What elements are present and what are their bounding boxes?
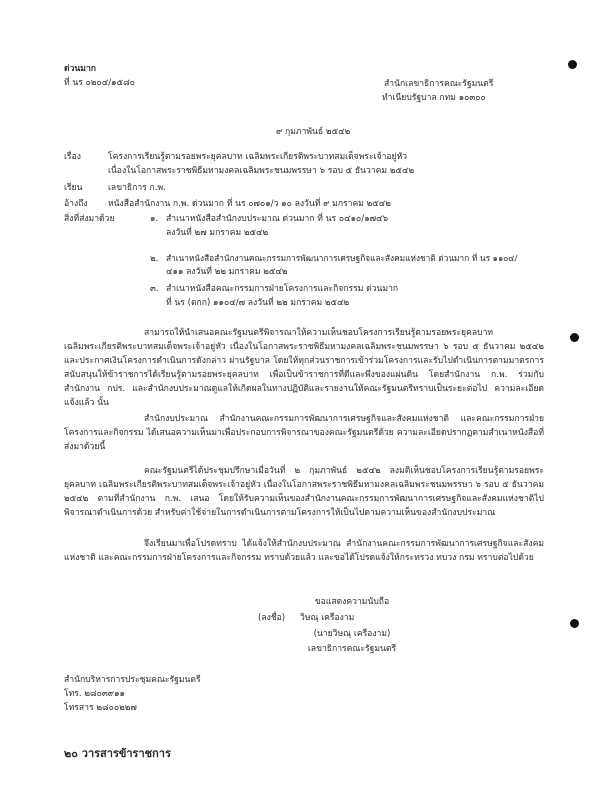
subject-label: เรื่อง: [64, 152, 81, 162]
classification-label: ด่วนมาก: [64, 64, 96, 74]
subject-line-1: โครงการเรียนรู้ตามรอยพระยุคลบาท เฉลิมพระเกียรติพระบาทสมเด็จพระเจ้าอยู่หัว: [108, 152, 408, 162]
enclosure-line: สำเนาหนังสือสำนักงานคณะกรรมการพัฒนาการเศรษฐกิจและสังคมแห่งชาติ ด่วนมาก ที่ นร ๑๑๐๔/: [166, 253, 518, 263]
issuing-division: สำนักบริหารการประชุมคณะรัฐมนตรี: [64, 675, 201, 685]
to-block: [64, 182, 166, 195]
enclosure-number: ๒.: [150, 254, 159, 264]
punch-hole-bottom: [570, 619, 579, 628]
punch-hole-middle: [570, 333, 579, 342]
punch-hole-top: [568, 60, 577, 69]
document-number: ที่ นร ๐๒๐๔/๑๕๘๐: [64, 78, 136, 88]
to-label: เรียน: [64, 183, 83, 193]
reference-block: [64, 198, 391, 211]
to-value: เลขาธิการ ก.พ.: [108, 183, 166, 193]
enclosures-label: สิ่งที่ส่งมาด้วย: [64, 214, 115, 224]
page-footer: ๒๐ วารสารข้าราชการ: [64, 747, 171, 760]
enclosure-item: [150, 283, 398, 296]
enclosure-line: ที่ นร (ตกก) ๑๑๐๔/๗ ลงวันที่ ๒๒ มกราคม ๒๕๔๒: [166, 298, 350, 308]
signed-name: วิษณุ เครืองาม: [300, 613, 355, 623]
enclosure-item: [150, 252, 517, 266]
signed-label: (ลงชื่อ): [258, 613, 286, 623]
office-name: สำนักเลขาธิการคณะรัฐมนตรี: [384, 79, 494, 89]
enclosure-number: ๓.: [150, 284, 159, 294]
body-paragraph: จึงเรียนมาเพื่อโปรดทราบ ได้แจ้งให้สำนักงบประมาณ สำนักงานคณะกรรมการพัฒนาการเศรษฐกิจและสังคมแห่งชาติ และคณะกรรมการฝ่ายโครงการและกิจกรรม ทราบด้วยแล้ว และขอได้โปรดแจ้งให้กระทรวง ทบวง กรม ทราบต่อไปด้วย: [64, 539, 544, 563]
enclosure-line: ลงวันที่ ๒๗ มกราคม ๒๕๔๒: [166, 228, 269, 238]
fax: โทรสาร ๒๘๐๐๒๒๗: [64, 703, 137, 713]
enclosure-line: สำเนาหนังสือคณะกรรมการฝ่ายโครงการและกิจกรรม ด่วนมาก: [166, 284, 399, 294]
printed-name: (นายวิษณุ เครืองาม): [313, 629, 391, 639]
subject-block: [64, 151, 407, 164]
reference-label: อ้างถึง: [64, 199, 88, 209]
enclosure-line: สำเนาหนังสือสำนักงบประมาณ ด่วนมาก ที่ นร ๐๔๑๐/๑๗๔๖: [166, 214, 389, 224]
document-date: ๙ กุมภาพันธ์ ๒๕๔๒: [276, 127, 351, 137]
body-paragraph: สามารถให้นำเสนอคณะรัฐมนตรีพิจารณาให้ความเห็นชอบโครงการเรียนรู้ตามรอยพระยุคลบาท เฉลิมพระเกียรติพระบาทสมเด็จพระเจ้าอยู่หัว เนื่องในโอกาสพระราชพิธีมหามงคลเฉลิมพระชนมพรรษา ๖ รอบ ๕ ธันวาคม ๒๕๔๒ และประกาศเงินโครงการดำเนินการดังกล่าว ผ่านรัฐบาล โดยให้ทุกส่วนราชการเข้าร่วมโครงการและรับไปดำเนินการตามมาตรการสนับสนุนให้ข้าราชการได้เรียนรู้ตามรอยพระยุคลบาท เพื่อเป็นข้าราชการที่ดีและพึ่งของแผ่นดิน โดยสำนักงาน ก.พ. ร่วมกับสำนักงาน กปร. และสำนักงบประมาณดูแลให้เกิดผลในทางปฏิบัติและรายงานให้คณะรัฐมนตรีทราบเป็นระยะต่อไป ความละเอียดแจ้งแล้ว นั้น: [64, 328, 544, 408]
enclosure-item: [150, 213, 388, 226]
body-paragraph: สำนักงบประมาณ สำนักงานคณะกรรมการพัฒนาการเศรษฐกิจและสังคมแห่งชาติ และคณะกรรมการฝ่ายโครงการและกิจกรรม ได้เสนอความเห็นมาเพื่อประกอบการพิจารณาของคณะรัฐมนตรีด้วย ความละเอียดปรากฏตามสำเนาหนังสือที่ส่งมาด้วยนี้: [64, 414, 544, 452]
reference-value: หนังสือสำนักงาน ก.พ. ด่วนมาก ที่ นร ๐๗๐๑/ว ๑๐ ลงวันที่ ๙ มกราคม ๒๕๔๒: [108, 199, 391, 209]
signatory-position: เลขาธิการคณะรัฐมนตรี: [307, 644, 397, 654]
subject-line-2: เนื่องในโอกาสพระราชพิธีมหามงคลเฉลิมพระชนมพรรษา ๖ รอบ ๕ ธันวาคม ๒๕๔๒: [108, 166, 415, 176]
closing-phrase: ขอแสดงความนับถือ: [314, 597, 390, 607]
office-address: ทำเนียบรัฐบาล กทม ๑๐๓๐๐: [382, 93, 486, 103]
telephone: โทร. ๒๘๐๓๙๑๑: [64, 689, 125, 699]
body-paragraph: คณะรัฐมนตรีได้ประชุมปรึกษาเมื่อวันที่ ๒ กุมภาพันธ์ ๒๕๔๒ ลงมติเห็นชอบโครงการเรียนรู้ตามรอยพระยุคลบาท เฉลิมพระเกียรติพระบาทสมเด็จพระเจ้าอยู่หัว เนื่องในโอกาสพระราชพิธีมหามงคลเฉลิมพระชนมพรรษา ๖ รอบ ๕ ธันวาคม ๒๕๔๒ ตามที่สำนักงาน ก.พ. เสนอ โดยให้รับความเห็นของสำนักงานคณะกรรมการพัฒนาการเศรษฐกิจและสังคมแห่งชาติไปพิจารณาดำเนินการด้วย สำหรับค่าใช้จ่ายในการดำเนินการตามโครงการให้เป็นไปตามความเห็นของสำนักงบประมาณ: [64, 466, 544, 518]
enclosure-number: ๑.: [150, 214, 159, 224]
enclosure-line: ๔๑๑ ลงวันที่ ๒๒ มกราคม ๒๕๔๒: [166, 267, 288, 277]
